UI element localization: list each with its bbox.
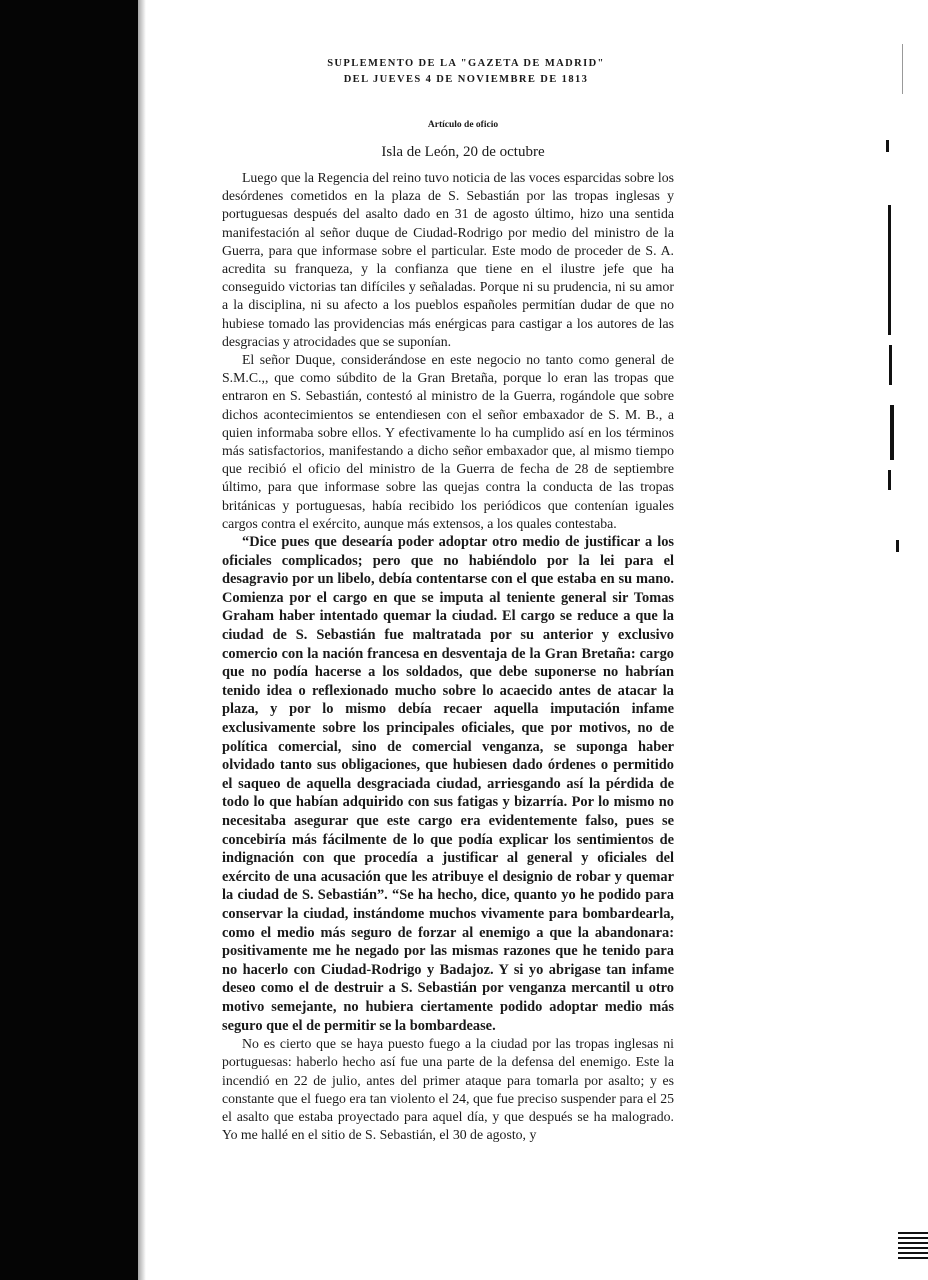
quoted-reply xyxy=(222,533,674,1035)
scan-line xyxy=(902,44,903,94)
scan-speck xyxy=(888,470,891,490)
document-page xyxy=(222,56,674,1144)
closing-text xyxy=(222,1035,674,1144)
header-line-2: DEL JUEVES 4 DE NOVIEMBRE DE 1813 xyxy=(343,74,589,85)
paragraph-1: Luego que la Regencia del reino tuvo noticia de las voces esparcidas sobre los desórdenes cometidos en la plaza de S. Sebastián por las tropas inglesas y portuguesas después del asalto dado en 31 de agosto último, hizo una sentida manifestación al señor duque de Ciudad-Rodrigo por medio del ministro de la Guerra, para que informase sobre el particular. Este modo de proceder de S. A. acredita su franqueza, y la confianza que tiene en el ilustre jefe que ha conseguido victorias tan difíciles y señaladas. Porque ni su prudencia, ni su amor a la disciplina, ni su afecto a los pueblos españoles permitían dudar de que no hubiese tomado las providencias más enérgicas para castigar a los autores de las desgracias y atrocidades que se suponían. xyxy=(222,170,674,349)
header-line-1: SUPLEMENTO DE LA "GAZETA DE MADRID" xyxy=(327,58,605,69)
scan-streak xyxy=(890,405,894,460)
paragraph-4: No es cierto que se haya puesto fuego a la ciudad por las tropas inglesas ni portuguesas: haberlo hecho así fue una parte de la defensa del enemigo. Este la incendió en 22 de julio, antes del primer ataque para tomarla por asalto; y es constante que el fuego era tan violento el 24, que fue preciso suspender para el 25 el asalto que estaba proyectado para aquel día, y que después se ha malogrado. Yo me hallé en el sitio de S. Sebastián, el 30 de agosto, y xyxy=(222,1036,674,1143)
section-title: Artículo de oficio xyxy=(427,120,499,130)
paragraph-2: El señor Duque, considerándose en este negocio no tanto como general de S.M.C.,, que como súbdito de la Gran Bretaña, porque lo eran las tropas que entraron en S. Sebastián, contestó al ministro de la Guerra, rogándole que sobre dichos acontecimientos se entendiesen con el señor embaxador de S. M. B., a quien informaba sobre ellos. Y efectivamente lo ha cumplido así en los términos más satisfactorios, manifestando a dicho señor embaxador que, al mismo tiempo que recibió el oficio del ministro de la Guerra de fecha de 28 de septiembre último, para que informase sobre las quejas contra la conducta de las tropas británicas y portuguesas, había recibido los periódicos que contenían iguales cargos contra el exército, aunque más extensos, a los quales contestaba. xyxy=(222,352,674,531)
scan-corner-artifact xyxy=(898,1232,928,1262)
paragraph-3: “Dice pues que desearía poder adoptar otro medio de justificar a los oficiales complicados; pero que no habiéndolo por la lei para el desagravio por un libelo, debía contentarse con el que estaba en su mano. Comienza por el cargo en que se imputa al teniente general sir Tomas Graham haber intentado quemar la ciudad. El cargo se reduce a que la ciudad de S. Sebastián fue maltratada por su anterior y exclusivo comercio con la nación francesa en desventaja de la Gran Bretaña: cargo que no podía hacerse a los soldados, que debe suponerse no habrían tenido idea o reflexionado mucho sobre lo acaecido antes de atacar la plaza, y por lo mismo debía recaer aquella imputación infame exclusivamente sobre los principales oficiales, que por motivos, no de política comercial, sino de comercial venganza, se suponga haber olvidado tanto sus obligaciones, que hubiesen dado órdenes o permitido el saqueo de aquella desgraciada ciudad, arriesgando así la pérdida de todo lo que habían adquirido con sus fatigas y bizarría. Por lo mismo no necesitaba asegurar que este cargo era evidentemente falso, pues se concebiría más fácilmente de lo que podía explicar los sentimientos de indignación con que procedía a justificar al general y oficiales del exército de una acusación que les atribuye el designio de robar y quemar la ciudad de S. Sebastián”. “Se ha hecho, dice, quanto yo he podido para conservar la ciudad, instándome muchos vivamente para bombardearla, como el medio más seguro de forzar al enemigo a que la abandonara: positivamente me he negado por las mismas razones que he tenido para no hacerlo con Ciudad-Rodrigo y Badajoz. Y si yo abrigase tan infame deseo como el de destruir a S. Sebastián por venganza mercantil u otro motivo semejante, no hubiera ciertamente podido adoptar medio más seguro que el de permitir se la bombardease. xyxy=(222,534,674,1034)
scan-streak xyxy=(889,345,892,385)
document-header xyxy=(258,56,674,88)
scan-speck xyxy=(896,540,899,552)
scan-dark-margin xyxy=(0,0,138,1280)
scan-streak xyxy=(888,205,891,335)
scan-speck xyxy=(886,140,889,152)
article-body xyxy=(222,169,674,533)
dateline: Isla de León, 20 de octubre xyxy=(381,144,545,160)
